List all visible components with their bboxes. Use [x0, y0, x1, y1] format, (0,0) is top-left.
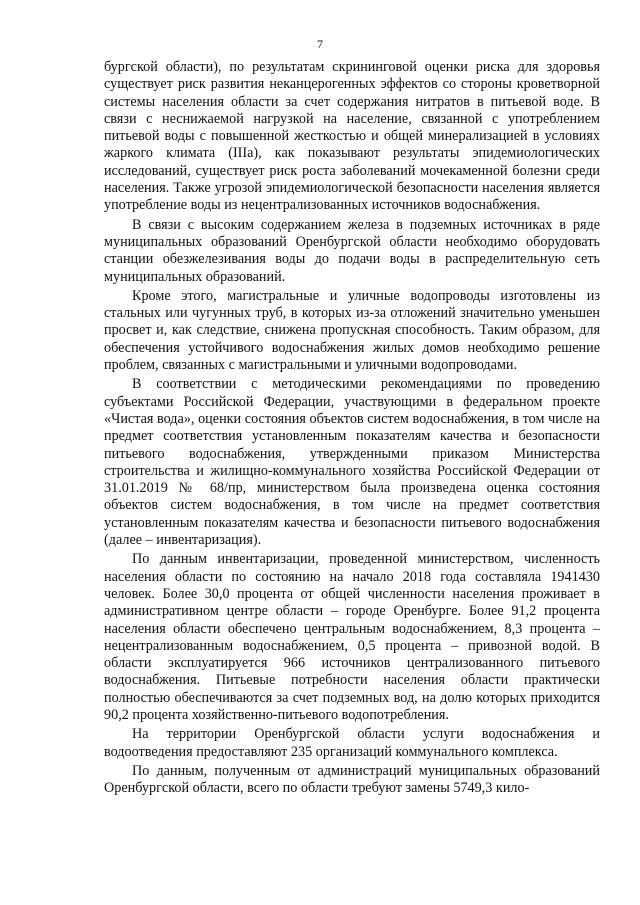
paragraph: В связи с высоким содержанием железа в подземных источниках в ряде муниципальных образований Оренбургской области необходимо оборудовать станции обезжелезивания воды до подачи воды в распределительную сеть муниципальных образований. [104, 216, 600, 285]
body-text [104, 59, 600, 797]
page-number: 7 [317, 37, 323, 51]
paragraph: В соответствии с методическими рекомендациями по проведению субъектами Российской Федерации, участвующими в федеральном проекте «Чистая вода», оценки состояния объектов систем водоснабжения, в том числе на предмет соответствия установленным показателям качества и безопасности питьевого водоснабжения, утвержденными приказом Министерства строительства и жилищно-коммунального хозяйства Российской Федерации от 31.01.2019 № 68/пр, министерством была произведена оценка состояния объектов систем водоснабжения, в том числе на предмет соответствия установленным показателям качества и безопасности питьевого водоснабжения (далее – инвентаризация). [104, 376, 600, 549]
paragraph: Кроме этого, магистральные и уличные водопроводы изготовлены из стальных или чугунных труб, в которых из-за отложений значительно уменьшен просвет и, как следствие, снижена пропускная способность. Таким образом, для обеспечения устойчивого водоснабжения жилых домов необходимо решение проблем, связанных с магистральными и уличными водопроводами. [104, 287, 600, 374]
paragraph: бургской области), по результатам скрининговой оценки риска для здоровья существует риск развития неканцерогенных эффектов со стороны кроветворной системы населения области за счет содержания нитратов в питьевой воде. В связи с неснижаемой нагрузкой на население, связанной с употреблением питьевой воды с повышенной жесткостью и общей минерализацией в условиях жаркого климата (IIIа), как показывают результаты эпидемиологических исследований, существует риск роста заболеваний мочекаменной болезни среди населения. Также угрозой эпидемиологической безопасности населения является употребление воды из нецентрализованных источников водоснабжения. [104, 59, 600, 214]
paragraph: По данным, полученным от администраций муниципальных образований Оренбургской области, всего по области требуют замены 5749,3 кило- [104, 762, 600, 797]
paragraph: На территории Оренбургской области услуги водоснабжения и водоотведения предоставляют 235 организаций коммунального комплекса. [104, 726, 600, 760]
paragraph: По данным инвентаризации, проведенной министерством, численность населения области по состоянию на начало 2018 года составляла 1941430 человек. Более 30,0 процента от общей численности населения проживает в административном центре области – городе Оренбурге. Более 91,2 процента населения области обеспечено центральным водоснабжением, 8,3 процента – нецентрализованным водоснабжением, 0,5 процента – привозной водой. В области эксплуатируется 966 источников централизованного питьевого водоснабжения. Питьевые потребности населения области практически полностью обеспечиваются за счет подземных вод, на долю которых приходится 90,2 процента хозяйственно-питьевого водопотребления. [104, 551, 600, 723]
